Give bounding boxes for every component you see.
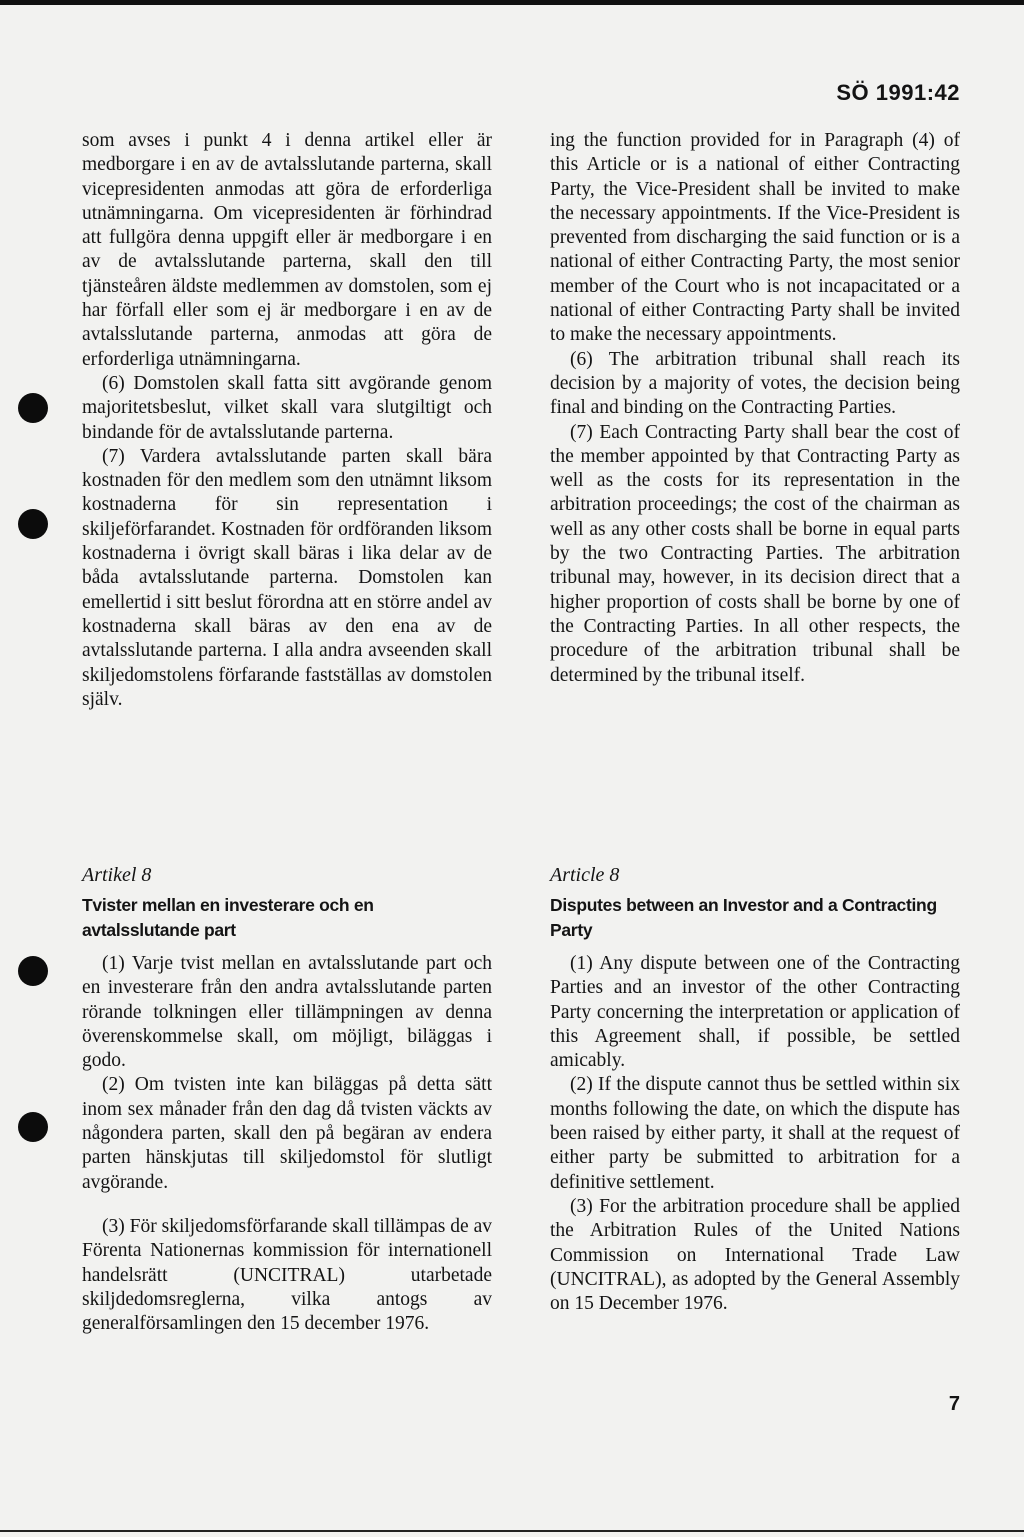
swedish-article-title: Tvister mellan en investerare och en avtalsslutande part xyxy=(82,895,374,940)
english-paragraph: (3) For the arbitration procedure shall be applied the Arbitration Rules of the United Nations Commission on International Trade Law (UNCITRAL), as adopted by the General Assembly on 15 December 1976. xyxy=(550,1195,960,1315)
swedish-paragraph: (6) Domstolen skall fatta sitt avgörande genom majoritetsbeslut, vilket skall vara slutgiltigt och bindande för de avtalsslutande parterna. xyxy=(82,372,492,443)
english-article-body xyxy=(550,952,960,1316)
english-article-label: Article 8 xyxy=(550,864,620,886)
punch-hole xyxy=(18,509,48,539)
punch-hole xyxy=(18,393,48,423)
english-paragraph: ing the function provided for in Paragraph (4) of this Article or is a national of either Contracting Party, the Vice-President shall be invited to make the necessary appointments. If the Vice-President is prevented from discharging the said function or is a national of either Contracting Party, the most senior member of the Court who is not incapacitated or a national of either Contracting Party shall be invited to make the necessary appointments. xyxy=(550,130,960,346)
english-paragraph: (7) Each Contracting Party shall bear the cost of the member appointed by that Contracting Party as well as the costs for its representation in the arbitration proceedings; the cost of the chairman as well as any other costs shall be borne in equal parts by the two Contracting Parties. The arbitration tribunal may, however, in its decision direct that a higher proportion of costs shall be borne by one of the Contracting Parties. In all other respects, the procedure of the arbitration tribunal shall be determined by the tribunal itself. xyxy=(550,421,960,686)
swedish-article-label: Artikel 8 xyxy=(82,864,152,886)
punch-hole xyxy=(18,1112,48,1142)
swedish-paragraph: (2) Om tvisten inte kan biläggas på detta sätt inom sex månader från den dag då tvisten väckts av någondera parten, skall den på begäran av endera parten hänskjutas till skiljedomstol för slutligt avgörande. xyxy=(82,1074,492,1193)
swedish-paragraph: (1) Varje tvist mellan en avtalsslutande part och en investerare från den andra avtalsslutande parten rörande tolkningen eller tillämpningen av denna överenskommelse skall, om möjligt, biläggas i godo. xyxy=(82,953,492,1072)
bottom-rule xyxy=(0,1530,1024,1532)
swedish-paragraph: (7) Vardera avtalsslutande parten skall bära kostnaden för den medlem som den utnämnt liksom kostnaderna för sin representation i skiljeförfarandet. Kostnaden för ordföranden liksom kostnaderna i övrigt skall bäras i lika delar av de båda avtalsslutande parterna. Domstolen kan emellertid i sitt beslut förordna att en större andel av kostnaderna skall bäras av den ena av de avtalsslutande parterna. I alla andra avseenden skall skiljedomstolens förfarande fastställas av domstolen själv. xyxy=(82,445,492,710)
top-rule xyxy=(0,0,1024,5)
english-column-top xyxy=(550,129,960,688)
punch-hole xyxy=(18,956,48,986)
swedish-column-top xyxy=(82,129,492,712)
english-article-title: Disputes between an Investor and a Contracting Party xyxy=(550,895,937,940)
swedish-article-body xyxy=(82,952,492,1336)
english-paragraph: (1) Any dispute between one of the Contracting Parties and an investor of the other Contracting Party concerning the interpretation or application of this Agreement shall, if possible, be settled amicably. xyxy=(550,953,960,1072)
document-reference: SÖ 1991:42 xyxy=(836,80,960,105)
swedish-paragraph: som avses i punkt 4 i denna artikel eller är medborgare i en av de avtalsslutande parterna, skall vicepresidenten anmodas att göra de erforderliga utnämningarna. Om vicepresidenten är förhindrad att fullgöra denna uppgift eller är medborgare i en av de avtalsslutande parterna, skall den till tjänsteåren äldste medlemmen av domstolen, som ej har förfall eller som ej är medborgare i en av de avtalsslutande parterna, anmodas att göra de erforderliga utnämningarna. xyxy=(82,130,492,370)
page-number: 7 xyxy=(948,1393,960,1415)
swedish-paragraph: (3) För skiljedomsförfarande skall tillämpas de av Förenta Nationernas kommission för internationell handelsrätt (UNCITRAL) utarbetade skiljdedomsreglerna, vilka antogs av generalförsamlingen den 15 december 1976. xyxy=(82,1215,492,1335)
english-paragraph: (2) If the dispute cannot thus be settled within six months following the date, on which the dispute has been raised by either party, it shall at the request of either party be submitted to arbitration for a definitive settlement. xyxy=(550,1074,960,1193)
english-paragraph: (6) The arbitration tribunal shall reach its decision by a majority of votes, the decision being final and binding on the Contracting Parties. xyxy=(550,348,960,419)
